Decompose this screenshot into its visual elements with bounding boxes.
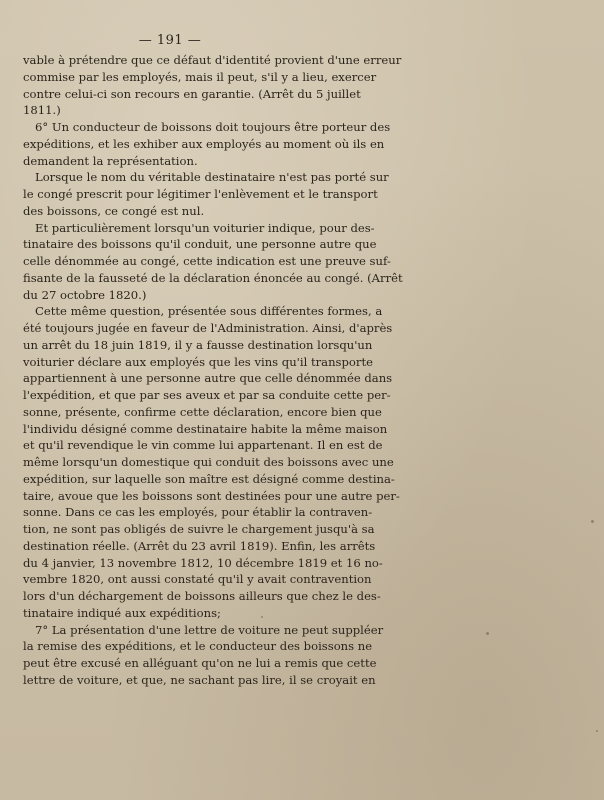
text-line: même lorsqu'un domestique qui conduit des boissons avec une — [23, 455, 394, 469]
text-line: l'individu désigné comme destinataire habite la même maison — [23, 421, 388, 436]
text-line: été toujours jugée en faveur de l'Administration. Ainsi, d'après — [23, 321, 393, 335]
text-line: tion, ne sont pas obligés de suivre le chargement jusqu'à sa — [23, 522, 375, 536]
body-text — [23, 52, 403, 689]
paper-spot — [486, 632, 489, 635]
text-line: demandent la représentation. — [23, 153, 198, 168]
text-line: du 27 octobre 1820.) — [23, 287, 147, 302]
text-line: tinataire des boissons qu'il conduit, une personne autre que — [23, 237, 377, 252]
page-number: — 191 — — [138, 33, 202, 48]
text-line: Cette même question, présentée sous différentes formes, a — [35, 304, 383, 319]
text-line: vembre 1820, ont aussi constaté qu'il y avait contravention — [23, 572, 372, 587]
text-line: Lorsque le nom du véritable destinataire n'est pas porté sur — [35, 170, 389, 185]
text-line: sonne, présente, confirme cette déclaration, encore bien que — [23, 404, 382, 419]
text-line: la remise des expéditions, et le conducteur des boissons ne — [23, 639, 373, 654]
text-line: Et particulièrement lorsqu'un voiturier indique, pour des- — [35, 220, 375, 235]
text-line: appartiennent à une personne autre que celle dénommée dans — [23, 371, 393, 386]
text-line: un arrêt du 18 juin 1819, il y a fausse destination lorsqu'un — [23, 337, 373, 352]
text-line: lettre de voiture, et que, ne sachant pas lire, il se croyait en — [23, 672, 376, 687]
text-line: 1811.) — [23, 103, 61, 118]
text-line: le congé prescrit pour légitimer l'enlèvement et le transport — [23, 187, 378, 201]
text-line: expéditions, et les exhiber aux employés au moment où ils en — [23, 136, 385, 151]
text-line: lors d'un déchargement de boissons ailleurs que chez le des- — [23, 589, 381, 603]
paper-spot — [596, 730, 598, 732]
text-line: des boissons, ce congé est nul. — [23, 203, 205, 218]
paper-spot — [261, 616, 263, 618]
text-line: tinataire indiqué aux expéditions; — [23, 605, 221, 620]
text-line: et qu'il revendique le vin comme lui appartenant. Il en est de — [23, 438, 383, 453]
paper-spot — [591, 520, 594, 523]
text-line: taire, avoue que les boissons sont destinées pour une autre per- — [23, 488, 400, 503]
text-line: du 4 janvier, 13 novembre 1812, 10 décembre 1819 et 16 no- — [23, 555, 383, 570]
text-line: contre celui-ci son recours en garantie. (Arrêt du 5 juillet — [23, 86, 361, 101]
text-line: fisante de la fausseté de la déclaration énoncée au congé. (Arrêt — [23, 270, 403, 285]
text-line: 6° Un conducteur de boissons doit toujours être porteur des — [35, 120, 391, 134]
text-line: celle dénommée au congé, cette indication est une preuve suf- — [23, 254, 391, 268]
text-line: expédition, sur laquelle son maître est désigné comme destina- — [23, 471, 395, 486]
text-line: l'expédition, et que par ses aveux et par sa conduite cette per- — [23, 388, 391, 402]
text-line: commise par les employés, mais il peut, s'il y a lieu, exercer — [23, 69, 377, 84]
text-line: destination réelle. (Arrêt du 23 avril 1819). Enfin, les arrêts — [23, 538, 376, 553]
text-line: peut être excusé en alléguant qu'on ne lui a remis que cette — [23, 656, 377, 670]
text-line: sonne. Dans ce cas les employés, pour établir la contraven- — [23, 505, 373, 520]
text-line: voiturier déclare aux employés que les vins qu'il transporte — [23, 354, 373, 369]
text-line: 7° La présentation d'une lettre de voiture ne peut suppléer — [35, 622, 384, 637]
text-line: vable à prétendre que ce défaut d'identité provient d'une erreur — [23, 53, 402, 67]
